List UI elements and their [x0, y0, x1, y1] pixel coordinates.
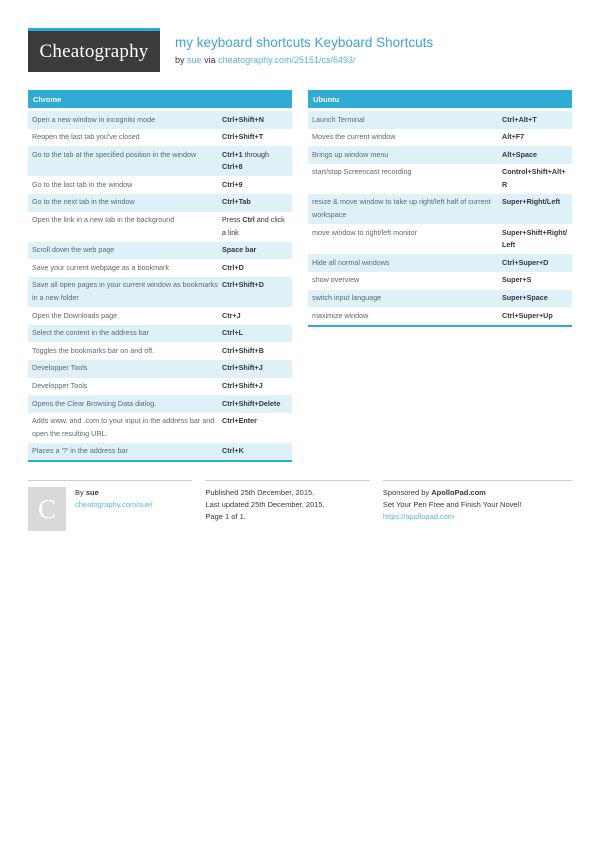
shortcut-keys: Ctrl+Shift+D	[222, 280, 264, 290]
masthead	[0, 0, 600, 72]
shortcut-row	[308, 254, 572, 272]
byline-via: via	[204, 55, 216, 66]
page-number-line: Page 1 of 1.	[205, 512, 246, 522]
published-line: Published 25th December, 2015.	[205, 488, 315, 498]
shortcut-description: Open a new window in incognito mode	[32, 114, 156, 124]
shortcut-description: Adds www. and .com to your input in the address bar and open the resulting URL.	[32, 416, 215, 438]
shortcut-description: Brings up window menu	[312, 149, 389, 159]
shortcut-row	[28, 360, 292, 378]
shortcut-row	[308, 290, 572, 308]
shortcut-row	[28, 325, 292, 343]
updated-line: Last updated 25th December, 2015.	[205, 500, 325, 510]
shortcut-row	[308, 272, 572, 290]
shortcut-keys: Ctrl+Super+D	[502, 257, 549, 267]
sponsor-tagline: Set Your Pen Free and Finish Your Novel!	[382, 500, 522, 510]
avatar-letter: C	[37, 493, 56, 524]
shortcut-keys: Ctrl+Alt+T	[502, 114, 537, 124]
shortcut-keys: Alt+Space	[502, 149, 537, 159]
shortcut-row	[308, 224, 572, 254]
by-label: By	[75, 488, 84, 498]
shortcut-keys: Space bar	[222, 245, 257, 255]
shortcut-description: Places a '?' in the address bar	[32, 446, 128, 456]
byline	[175, 55, 433, 65]
shortcut-description: Select the content in the address bar	[32, 328, 150, 338]
logo-text: Cheatography	[39, 40, 149, 62]
shortcut-description: Scroll down the web page	[32, 245, 115, 255]
section-title: Chrome	[33, 95, 62, 104]
shortcut-keys: Ctrl+Shift+T	[222, 132, 264, 142]
shortcut-keys: Control+Shift+Alt+R	[502, 167, 566, 189]
shortcut-keys: Ctr+J	[222, 310, 241, 320]
shortcut-keys: Ctrl+Shift+Delete	[222, 398, 281, 408]
shortcut-description: Go to the next tab in the window	[32, 197, 135, 207]
author-link[interactable]: sue	[187, 55, 202, 66]
shortcut-row	[308, 307, 572, 325]
sheet-url-link[interactable]: cheatography.com/25151/cs/6493/	[218, 55, 356, 66]
shortcut-keys: Ctrl+1 through Ctrl+8	[222, 149, 269, 172]
shortcut-row	[28, 194, 292, 212]
sponsor-prefix: Sponsored by	[382, 488, 430, 498]
shortcut-row	[28, 395, 292, 413]
shortcut-keys: Super+Shift+Right/Left	[502, 227, 568, 250]
sheet-columns	[28, 90, 572, 462]
author-by-line	[75, 487, 152, 499]
shortcut-description: resize & move window to take up right/left half of current workspace	[312, 197, 491, 220]
shortcut-keys: Ctrl+Tab	[222, 197, 251, 207]
shortcut-row	[28, 259, 292, 277]
shortcut-description: show overview	[312, 275, 360, 285]
shortcut-row	[28, 242, 292, 260]
shortcut-description: Hide all normal windows	[312, 257, 390, 267]
shortcut-keys: Ctrl+D	[222, 262, 244, 272]
shortcut-description: Moves the current window	[312, 132, 396, 142]
shortcut-row	[308, 129, 572, 147]
section-header	[308, 90, 572, 108]
footer-sponsor	[383, 480, 572, 531]
shortcut-keys: Ctrl+Shift+J	[222, 363, 263, 373]
shortcut-keys: Press Ctrl and click a link	[222, 215, 285, 237]
shortcut-description: Toggles the bookmarks bar on and off.	[32, 345, 155, 355]
shortcut-row	[28, 277, 292, 307]
shortcut-row	[28, 307, 292, 325]
shortcut-description: switch input language	[312, 293, 382, 303]
shortcut-description: Opens the Clear Browsing Data dialog.	[32, 398, 157, 408]
shortcut-description: Reopen the last tab you've closed	[32, 132, 140, 142]
shortcut-row	[28, 129, 292, 147]
shortcut-description: maximize window	[312, 310, 369, 320]
shortcut-row	[308, 194, 572, 224]
author-profile-link[interactable]: cheatography.com/sue/	[75, 500, 153, 510]
shortcut-keys: Super+Space	[502, 293, 548, 303]
shortcut-description: Go to the last tab in the window	[32, 179, 133, 189]
header-text	[175, 28, 433, 65]
page-title: my keyboard shortcuts Keyboard Shortcuts	[175, 35, 434, 50]
sponsor-line	[383, 487, 572, 499]
shortcut-description: Go to the tab at the specified position in the window	[32, 149, 197, 159]
shortcut-keys: Ctrl+K	[222, 446, 244, 456]
shortcut-description: Developper Tools	[32, 363, 88, 373]
shortcut-description: move window to right/left monitor	[312, 227, 418, 237]
section-title: Ubuntu	[313, 95, 340, 104]
shortcut-row	[28, 443, 292, 461]
shortcut-description: Launch Terminal	[312, 114, 365, 124]
shortcut-keys: Super+Right/Left	[502, 197, 561, 207]
shortcut-row	[308, 146, 572, 164]
shortcut-row	[308, 164, 572, 194]
author-avatar	[28, 487, 66, 531]
shortcut-row	[28, 342, 292, 360]
shortcut-row	[28, 212, 292, 242]
shortcut-keys: Ctrl+Super+Up	[502, 310, 553, 320]
shortcut-description: Open the Downloads page	[32, 310, 118, 320]
shortcut-keys: Ctrl+Shift+B	[222, 345, 264, 355]
shortcut-keys: Alt+F7	[502, 132, 525, 142]
section-rows	[308, 111, 572, 325]
shortcut-row	[28, 146, 292, 176]
sponsor-link[interactable]: https://apollopad.com	[382, 512, 455, 522]
author-name: sue	[85, 488, 99, 498]
shortcut-row	[28, 413, 292, 443]
cheatography-logo	[28, 28, 160, 72]
byline-prefix: by	[175, 55, 185, 66]
shortcut-keys: Ctrl+Shift+N	[222, 114, 264, 124]
shortcut-keys: Ctrl+L	[222, 328, 243, 338]
shortcut-row	[308, 111, 572, 129]
footer-author	[28, 480, 192, 531]
footer-meta	[205, 480, 369, 531]
shortcut-description: Developper Tools	[32, 381, 88, 390]
shortcut-row	[28, 176, 292, 194]
shortcut-description: Save all open pages in your current window as bookmarks in a new folder	[32, 280, 218, 303]
shortcut-description: Open the link in a new tab in the background	[32, 215, 175, 225]
shortcut-description: Save your current webpage as a bookmark	[32, 262, 170, 272]
shortcut-keys: Ctrl+9	[222, 179, 243, 189]
section-chrome	[28, 90, 292, 462]
section-rows	[28, 111, 292, 460]
shortcut-row	[28, 378, 292, 396]
author-info	[75, 487, 152, 531]
sponsor-name: ApolloPad.com	[431, 488, 486, 498]
section-header	[28, 90, 292, 108]
shortcut-keys: Ctrl+Shift+J	[222, 381, 263, 390]
shortcut-keys: Ctrl+Enter	[222, 416, 257, 426]
shortcut-description: start/stop Screencast recording	[312, 167, 412, 177]
shortcut-row	[28, 111, 292, 129]
shortcut-keys: Super+S	[502, 275, 532, 285]
section-ubuntu	[308, 90, 572, 327]
footer	[28, 480, 572, 531]
